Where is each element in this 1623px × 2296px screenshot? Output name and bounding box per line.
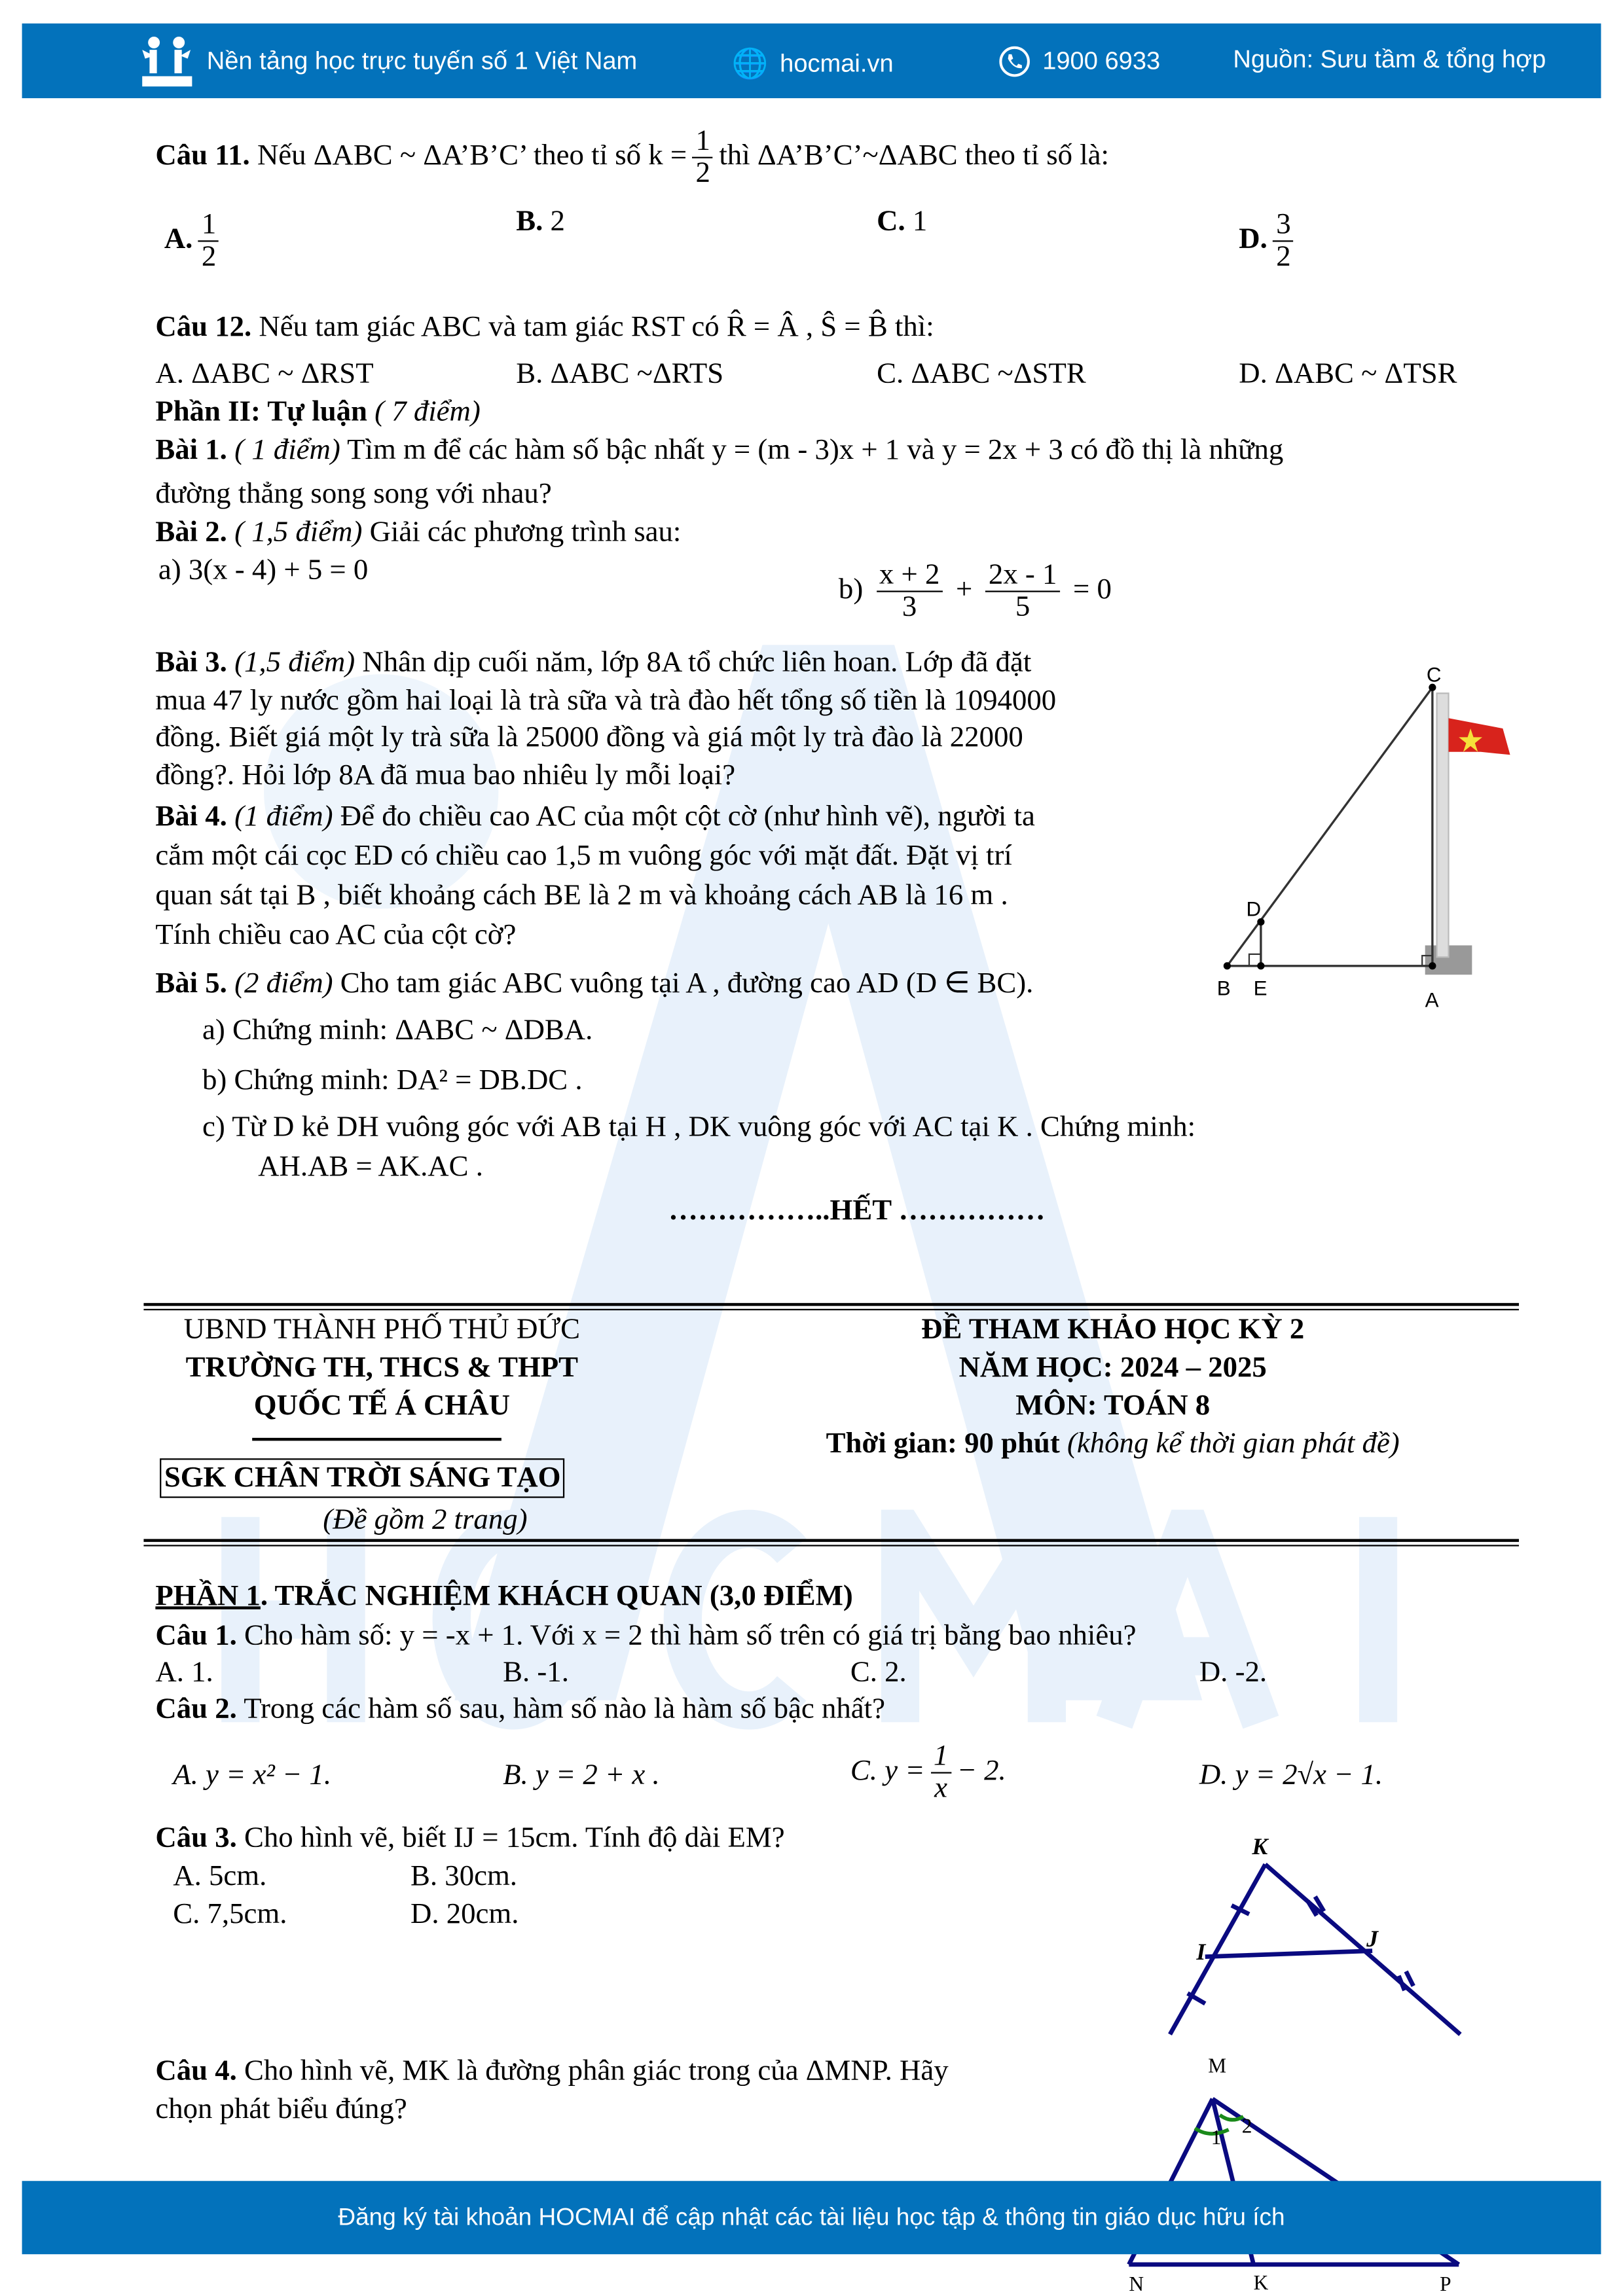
c3-option-c: C. 7,5cm. — [173, 1898, 287, 1931]
q11-option-d: D. $\frac{3}{2}$ — [1239, 209, 1300, 272]
q11-option-b: B. 2 — [516, 205, 565, 238]
q12-option-d: D. ΔABC ~ ΔTSR — [1239, 357, 1457, 390]
label-M: M — [1208, 2054, 1227, 2077]
label-P: P — [1440, 2272, 1451, 2295]
c2-option-a: A. y = x² − 1. — [173, 1759, 332, 1791]
label-N: N — [1129, 2272, 1144, 2295]
c1-option-a: A. 1. — [155, 1656, 213, 1689]
label-D: D — [1246, 897, 1262, 921]
c3-stem: Câu 3. Cho hình vẽ, biết IJ = 15cm. Tính độ dài EM? — [155, 1821, 785, 1854]
q11-option-a: A. $\frac{1}{2}$ — [164, 209, 225, 272]
divider-bottom — [143, 1539, 1519, 1546]
c3-option-a: A. 5cm. — [173, 1859, 267, 1893]
q11-option-c: C. 1 — [877, 205, 928, 238]
c2-option-d: D. y = 2√x − 1. — [1199, 1759, 1383, 1791]
q11-stem: Câu 11. Nếu ΔABC ~ ΔA’B’C’ theo tỉ số k = $\frac{1}{2}$ thì ΔA’B’C’~ΔABC theo tỉ số là: — [155, 124, 1110, 189]
label-B: B — [1216, 977, 1231, 1000]
b5-c2: AH.AB = AK.AC . — [258, 1150, 483, 1183]
triangle-kij-figure — [1144, 1825, 1481, 2037]
c4-stem: Câu 4. Cho hình vẽ, MK là đường phân giác trong của ΔMNP. Hãy chọn phát biểu đúng? — [155, 2054, 949, 2126]
c1-stem: Câu 1. Cho hàm số: y = -x + 1. Với x = 2 thì hàm số trên có giá trị bằng bao nhiêu? — [155, 1619, 1137, 1652]
q12-stem: Câu 12. Nếu tam giác ABC và tam giác RST có R̂ = Â , Ŝ = B̂ thì: — [155, 310, 934, 344]
phone-icon — [998, 45, 1030, 77]
globe-icon: 🌐 — [731, 48, 769, 81]
header-bar — [22, 24, 1601, 98]
label-K2: K — [1253, 2270, 1269, 2294]
hocmai-logo — [139, 35, 638, 88]
triangle-mnp-figure — [1114, 2045, 1466, 2295]
b5-a: a) Chứng minh: ΔABC ~ ΔDBA. — [202, 1014, 593, 1047]
c2-option-b: B. y = 2 + x . — [503, 1759, 660, 1791]
c3-option-d: D. 20cm. — [410, 1898, 519, 1931]
header-phone: 1900 6933 — [998, 45, 1160, 77]
label-A: A — [1425, 988, 1439, 1012]
page-count: (Đề gồm 2 trang) — [323, 1503, 528, 1536]
c1-option-b: B. -1. — [503, 1656, 569, 1689]
c2-stem: Câu 2. Trong các hàm số sau, hàm số nào là hàm số bậc nhất? — [155, 1693, 885, 1725]
end-marker: ……………..HẾT …………… — [668, 1194, 1046, 1227]
b5-c1: c) Từ D kẻ DH vuông góc với AB tại H , DK vuông góc với AC tại K . Chứng minh: — [202, 1111, 1196, 1143]
flag — [1449, 718, 1510, 755]
q12-option-b: B. ΔABC ~ΔRTS — [516, 357, 724, 390]
header-tagline: Nền tảng học trực tuyến số 1 Việt Nam — [206, 46, 638, 75]
b1-line1: Bài 1. ( 1 điểm) Tìm m để các hàm số bậc nhất y = (m - 3)x + 1 và y = 2x + 3 có đồ thị là những — [155, 433, 1284, 467]
q12-option-a: A. ΔABC ~ ΔRST — [155, 357, 374, 390]
q12-option-c: C. ΔABC ~ΔSTR — [877, 357, 1086, 390]
b4: Bài 4. (1 điểm) Để đo chiều cao AC của một cột cờ (như hình vẽ), người ta cắm một cái cọc ED có chiều cao 1,5 m vuông góc với mặt đất. Đặt vị trí quan sát tại B , biết khoảng cách BE là 2 m và khoảng cách AB là 16 m . Tính chiều cao AC của cột cờ? — [155, 800, 1035, 952]
footer-bar — [22, 2181, 1601, 2254]
label-angle-1: 1 — [1211, 2126, 1222, 2149]
b1-line2: đường thẳng song song với nhau? — [155, 478, 552, 511]
label-K: K — [1252, 1833, 1268, 1859]
b3: Bài 3. (1,5 điểm) Nhân dịp cuối năm, lớp 8A tổ chức liên hoan. Lớp đã đặt mua 47 ly nước gồm hai loại là trà sữa và trà đào hết tổng số tiền là 1094000 đồng. Biết giá một ly trà sữa là 25000 đồng và giá một ly trà đào là 22000 đồng?. Hỏi lớp 8A đã mua bao nhiêu ly mỗi loại? — [155, 646, 1057, 791]
c3-option-b: B. 30cm. — [410, 1859, 518, 1893]
c2-option-c: C. y = $\frac{1}{x}$ − 2. — [850, 1740, 1006, 1804]
b2-stem: Bài 2. ( 1,5 điểm) Giải các phương trình sau: — [155, 516, 682, 548]
b2-a: a) 3(x - 4) + 5 = 0 — [158, 554, 369, 586]
flagpole-figure — [1202, 653, 1525, 1019]
school-info: UBND THÀNH PHỐ THỦ ĐỨC TRƯỜNG TH, THCS & THPT QUỐC TẾ Á CHÂU — [183, 1313, 581, 1422]
header-source: Nguồn: Sưu tầm & tổng hợp — [1233, 45, 1546, 73]
b5-b: b) Chứng minh: DA² = DB.DC . — [202, 1064, 583, 1097]
c1-option-d: D. -2. — [1199, 1656, 1267, 1689]
label-I: I — [1196, 1939, 1206, 1965]
book-box: SGK CHÂN TRỜI SÁNG TẠO — [160, 1458, 565, 1498]
exam-info: ĐỀ THAM KHẢO HỌC KỲ 2 NĂM HỌC: 2024 – 2025 MÔN: TOÁN 8 Thời gian: 90 phút (không kể thời gian phát đề) — [826, 1313, 1400, 1460]
part1-title: PHẦN 1. TRẮC NGHIỆM KHÁCH QUAN (3,0 ĐIỂM) — [155, 1580, 853, 1613]
label-angle-2: 2 — [1241, 2114, 1252, 2138]
school-underline — [252, 1438, 501, 1441]
b5-stem: Bài 5. (2 điểm) Cho tam giác ABC vuông tại A , đường cao AD (D ∈ BC). — [155, 967, 1034, 1000]
b2-b: b) $\frac{x + 2}{3}$ + $\frac{2x - 1}{5}$ = 0 — [838, 558, 1112, 623]
header-website[interactable]: 🌐 hocmai.vn — [731, 45, 893, 82]
label-E: E — [1253, 977, 1267, 1000]
part2-title: Phần II: Tự luận ( 7 điểm) — [155, 395, 481, 428]
c1-option-c: C. 2. — [850, 1656, 907, 1689]
divider-top — [143, 1303, 1519, 1310]
label-C: C — [1426, 663, 1442, 687]
label-J: J — [1366, 1925, 1379, 1952]
footer-text[interactable]: Đăng ký tài khoản HOCMAI để cập nhật các tài liệu học tập & thông tin giáo dục hữu ích — [338, 2204, 1285, 2231]
